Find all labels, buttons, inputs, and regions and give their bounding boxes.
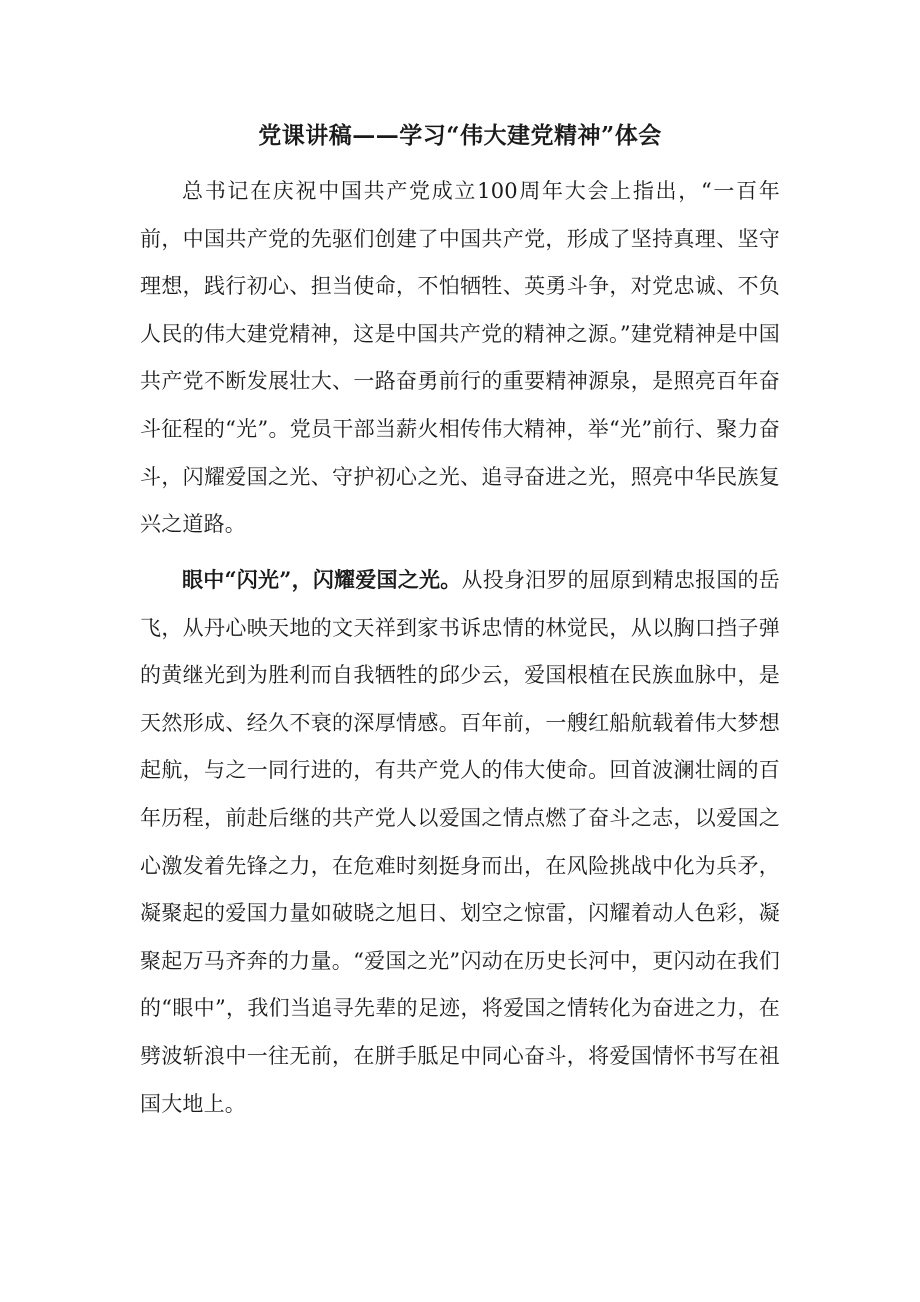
- paragraph-patriotism-text: 从投身汨罗的屈原到精忠报国的岳飞，从丹心映天地的文天祥到家书诉忠情的林觉民，从以胸口挡子弹的黄继光到为胜利而自我牺牲的邱少云，爱国根植在民族血脉中，是天然形成、经久不衰的深厚情感。百年前，一艘红船航载着伟大梦想起航，与之一同行进的，有共产党人的伟大使命。回首波澜壮阔的百年历程，前赴后继的共产党人以爱国之情点燃了奋斗之志，以爱国之心激发着先锋之力，在危难时刻挺身而出，在风险挑战中化为兵矛，凝聚起的爱国力量如破晓之旭日、划空之惊雷，闪耀着动人色彩，凝聚起万马齐奔的力量。“爱国之光”闪动在历史长河中，更闪动在我们的“眼中”，我们当追寻先辈的足迹，将爱国之情转化为奋进之力，在劈波斩浪中一往无前，在胼手胝足中同心奋斗，将爱国情怀书写在祖国大地上。: [140, 568, 780, 1116]
- paragraph-patriotism: [140, 556, 780, 1128]
- paragraph-intro: [140, 168, 780, 549]
- page-title: 党课讲稿——学习“伟大建党精神”体会: [258, 122, 662, 149]
- paragraph-intro-text: 总书记在庆祝中国共产党成立100周年大会上指出，“一百年前，中国共产党的先驱们创建了中国共产党，形成了坚持真理、坚守理想，践行初心、担当使命，不怕牺牲、英勇斗争，对党忠诚、不负人民的伟大建党精神，这是中国共产党的精神之源。”建党精神是中国共产党不断发展壮大、一路奋勇前行的重要精神源泉，是照亮百年奋斗征程的“光”。党员干部当薪火相传伟大精神，举“光”前行、聚力奋斗，闪耀爱国之光、守护初心之光、追寻奋进之光，照亮中华民族复兴之道路。: [140, 179, 780, 537]
- paragraph-patriotism-heading: 眼中“闪光”，闪耀爱国之光。: [182, 567, 462, 592]
